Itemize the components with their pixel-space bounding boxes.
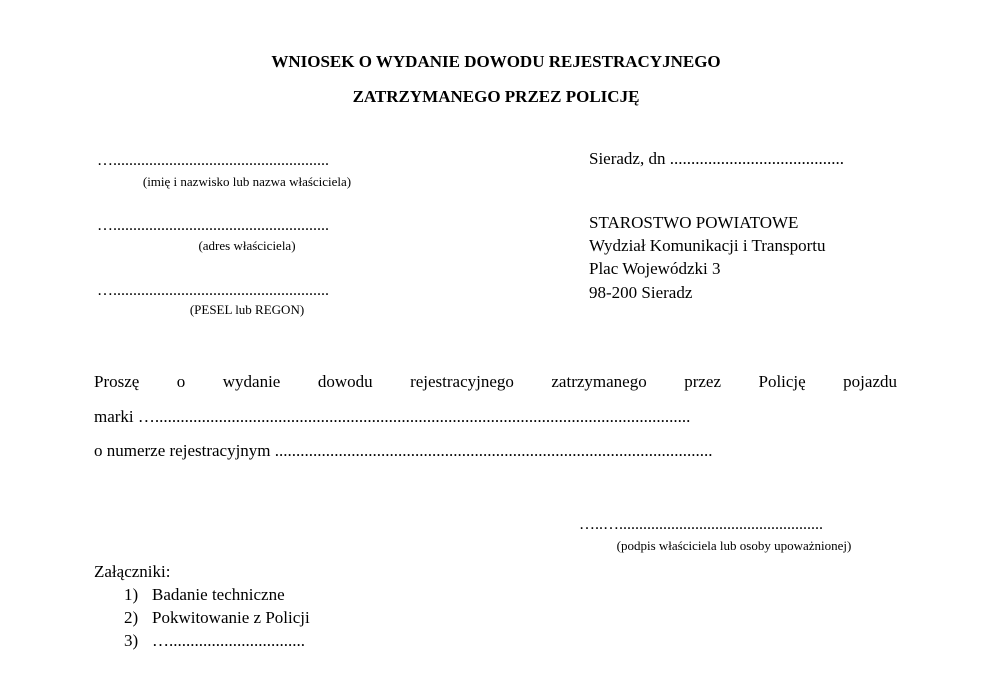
- document-title-line-2: ZATRZYMANEGO PRZEZ POLICJĘ: [352, 87, 640, 106]
- recipient-line-1: STAROSTWO POWIATOWE: [589, 213, 799, 232]
- attachment-text: Badanie techniczne: [152, 585, 285, 604]
- owner-pesel-caption: (PESEL lub REGON): [189, 302, 305, 317]
- place-date-field[interactable]: Sieradz, dn .........................................: [589, 149, 844, 168]
- attachment-text: Pokwitowanie z Policji: [152, 608, 310, 627]
- owner-name-field[interactable]: …......................................................: [97, 152, 329, 169]
- attachment-number: 2): [124, 608, 139, 627]
- request-word: o: [176, 372, 186, 391]
- signature-caption: (podpis właściciela lub osoby upoważnionej): [616, 538, 852, 553]
- registration-number-field[interactable]: o numerze rejestracyjnym .......................................................................................................: [94, 441, 713, 460]
- request-word: pojazdu: [843, 372, 897, 391]
- owner-address-field[interactable]: …......................................................: [97, 217, 329, 234]
- request-word: Policję: [758, 372, 806, 391]
- owner-name-caption: (imię i nazwisko lub nazwa właściciela): [142, 174, 352, 189]
- vehicle-make-field[interactable]: marki …..............................................................................................................................: [94, 407, 691, 426]
- request-word: wydanie: [222, 372, 281, 391]
- attachment-item: [124, 631, 305, 651]
- signature-field[interactable]: …..…...................................................: [579, 516, 823, 533]
- attachment-item: [124, 585, 285, 605]
- request-word: rejestracyjnego: [410, 372, 514, 391]
- owner-address-caption: (adres właściciela): [198, 238, 296, 253]
- attachment-number: 3): [124, 631, 139, 650]
- request-word: zatrzymanego: [551, 372, 647, 391]
- attachment-text-field[interactable]: …................................: [152, 631, 305, 650]
- attachment-number: 1): [124, 585, 139, 604]
- request-word: dowodu: [317, 372, 373, 391]
- recipient-line-3: Plac Wojewódzki 3: [589, 259, 721, 278]
- request-line-1: [94, 372, 897, 392]
- recipient-line-4: 98-200 Sieradz: [589, 283, 693, 302]
- request-word: Proszę: [94, 372, 140, 391]
- recipient-line-2: Wydział Komunikacji i Transportu: [589, 236, 826, 255]
- attachments-title: Załączniki:: [94, 562, 171, 581]
- document-title-line-1: WNIOSEK O WYDANIE DOWODU REJESTRACYJNEGO: [271, 52, 721, 71]
- attachment-item: [124, 608, 310, 628]
- request-word: przez: [684, 372, 722, 391]
- owner-pesel-field[interactable]: …......................................................: [97, 282, 329, 299]
